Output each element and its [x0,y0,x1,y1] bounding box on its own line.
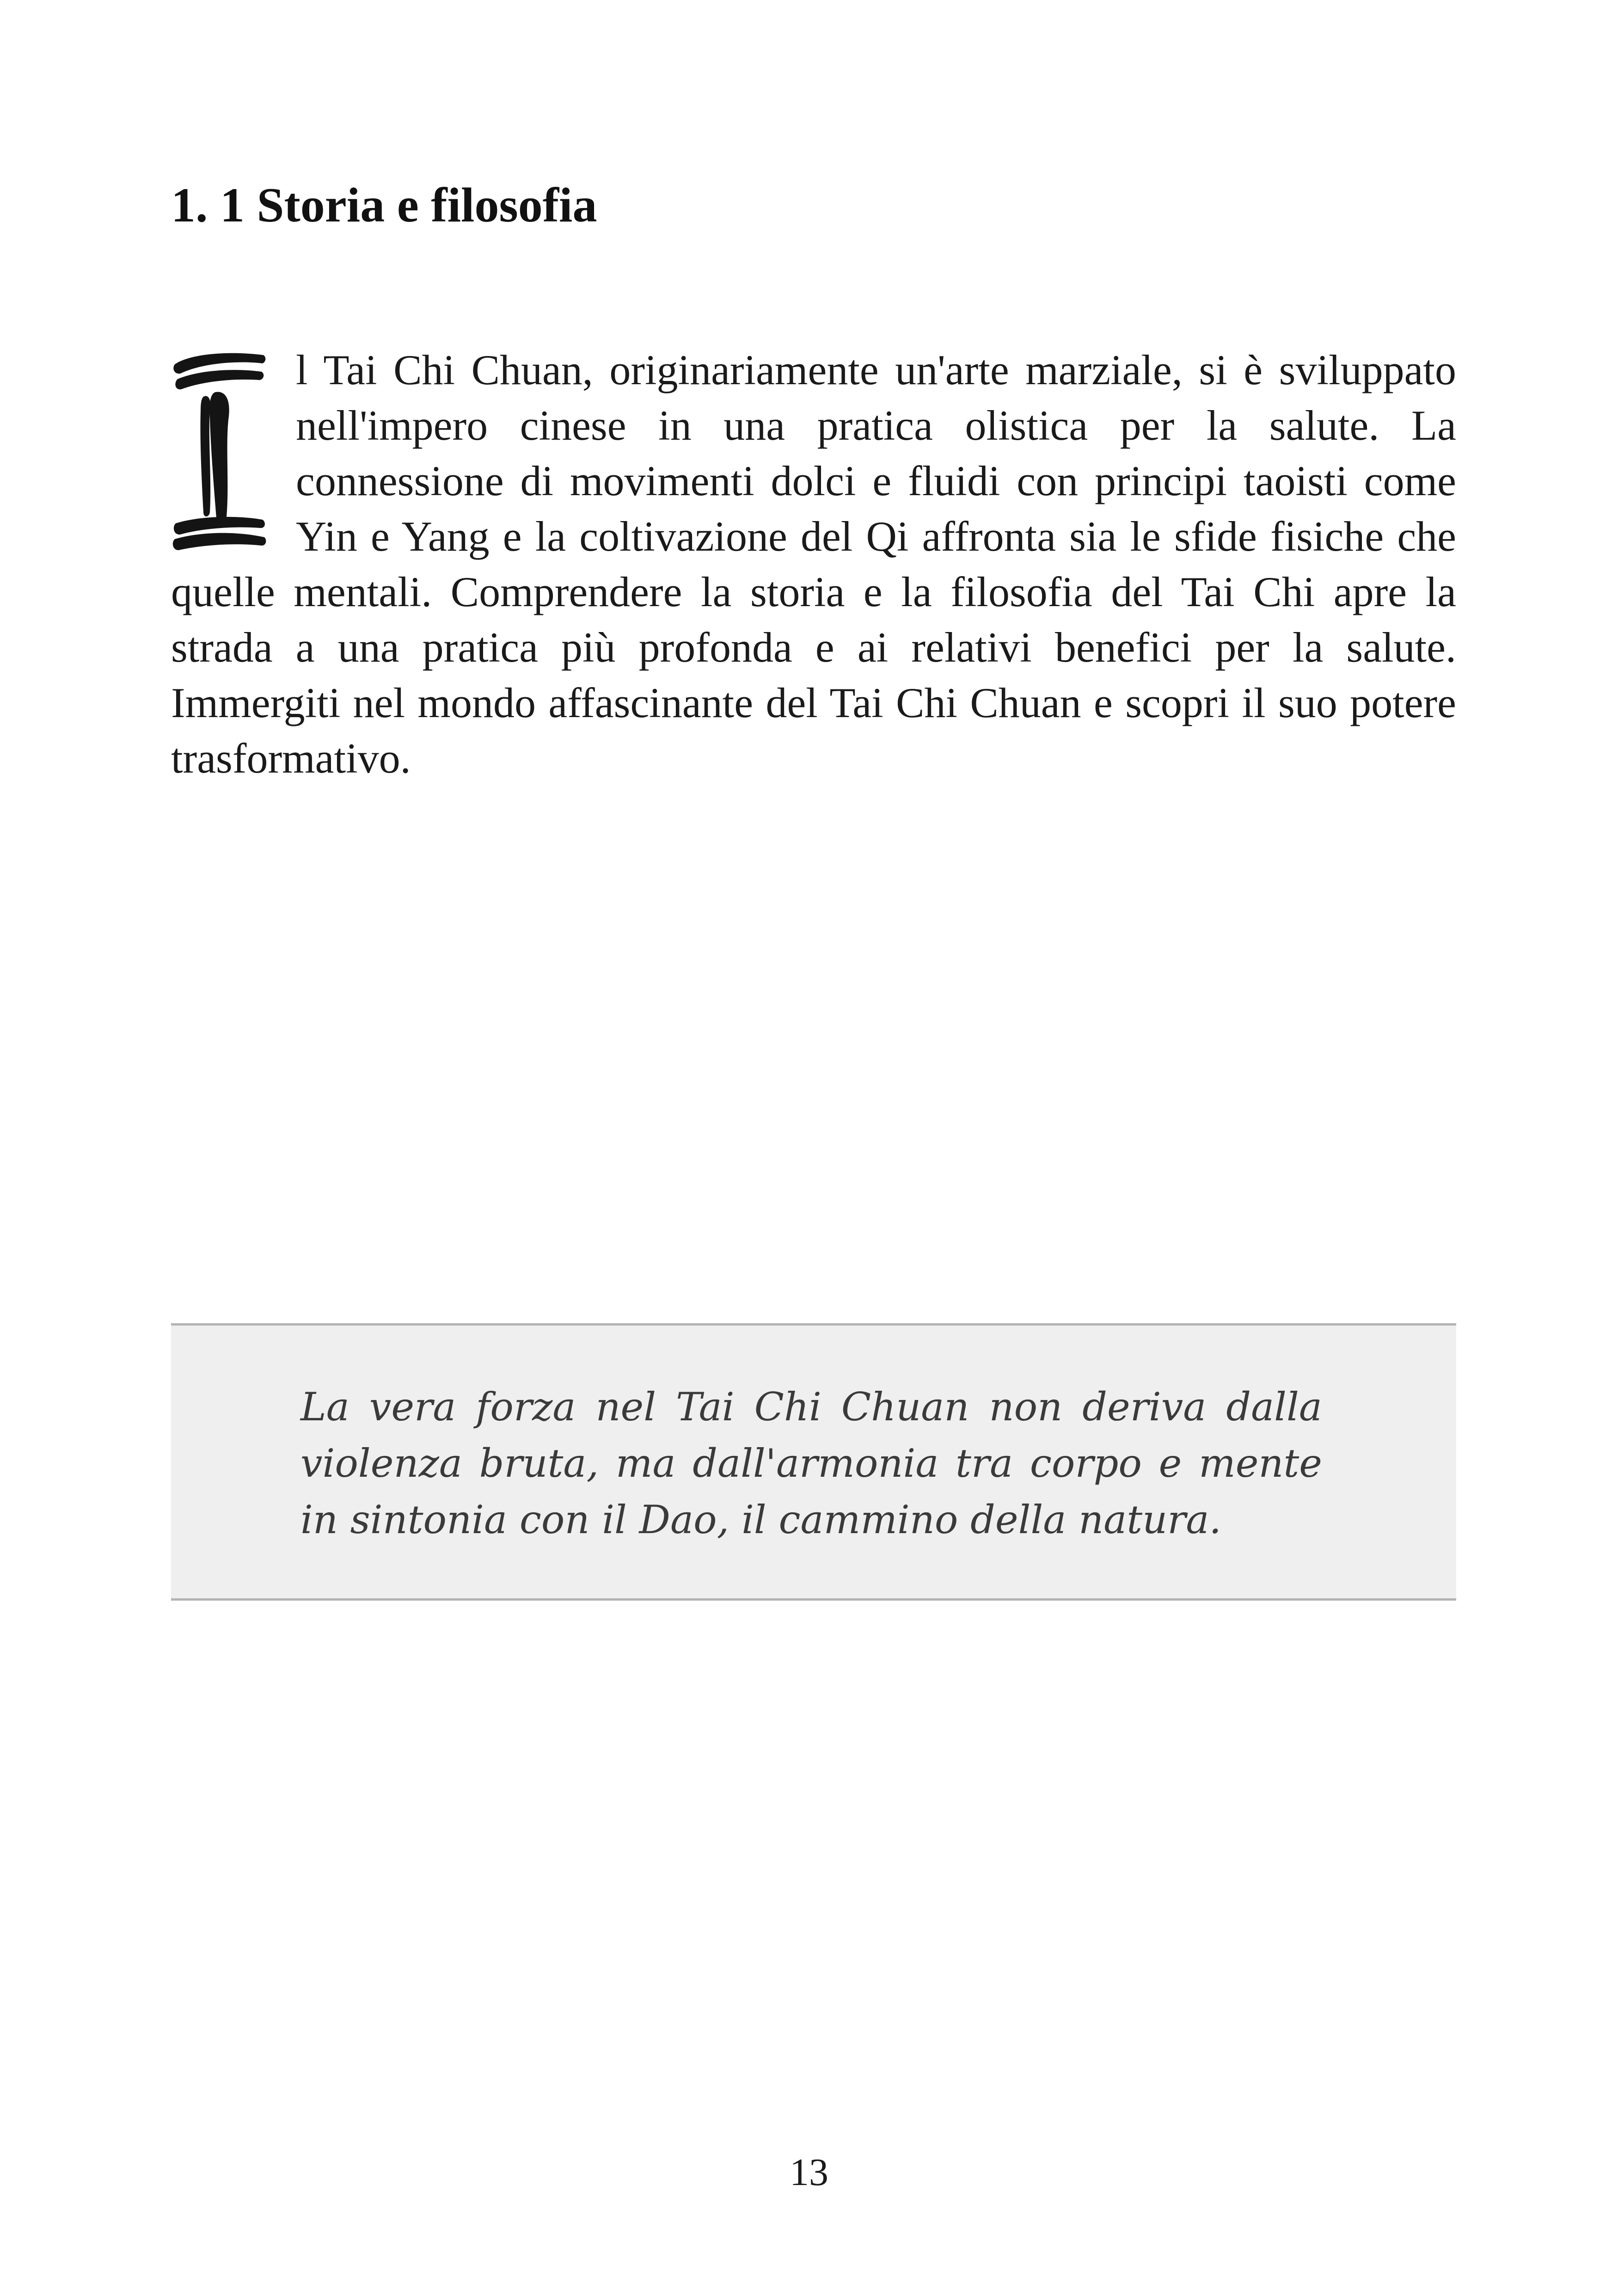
pull-quote-text: La vera forza nel Tai Chi Chuan non deriva dalla violenza bruta, ma dall'armonia tra corpo e mente in sintonia con il Dao, il cammino della natura. [300,1384,1322,1542]
body-text: l Tai Chi Chuan, originariamente un'arte marziale, si è sviluppato nell'impero cinese in una pratica olistica per la salute. La connessione di movimenti dolci e fluidi con principi taoisti come Yin e Yang e la coltivazione del Qi affronta sia le sfide fisiche che quelle mentali. Comprendere la storia e la filosofia del Tai Chi apre la strada a una pratica più profonda e ai relativi benefici per la salute. Immergiti nel mondo affascinante del Tai Chi Chuan e scopri il suo potere trasformativo. [171,346,1456,782]
page-number: 13 [790,2151,828,2194]
section-title: 1. 1 Storia e filosofia [171,178,597,232]
body-paragraph [171,342,1456,786]
dropcap-letter [171,346,268,554]
pull-quote-box [171,1323,1456,1601]
